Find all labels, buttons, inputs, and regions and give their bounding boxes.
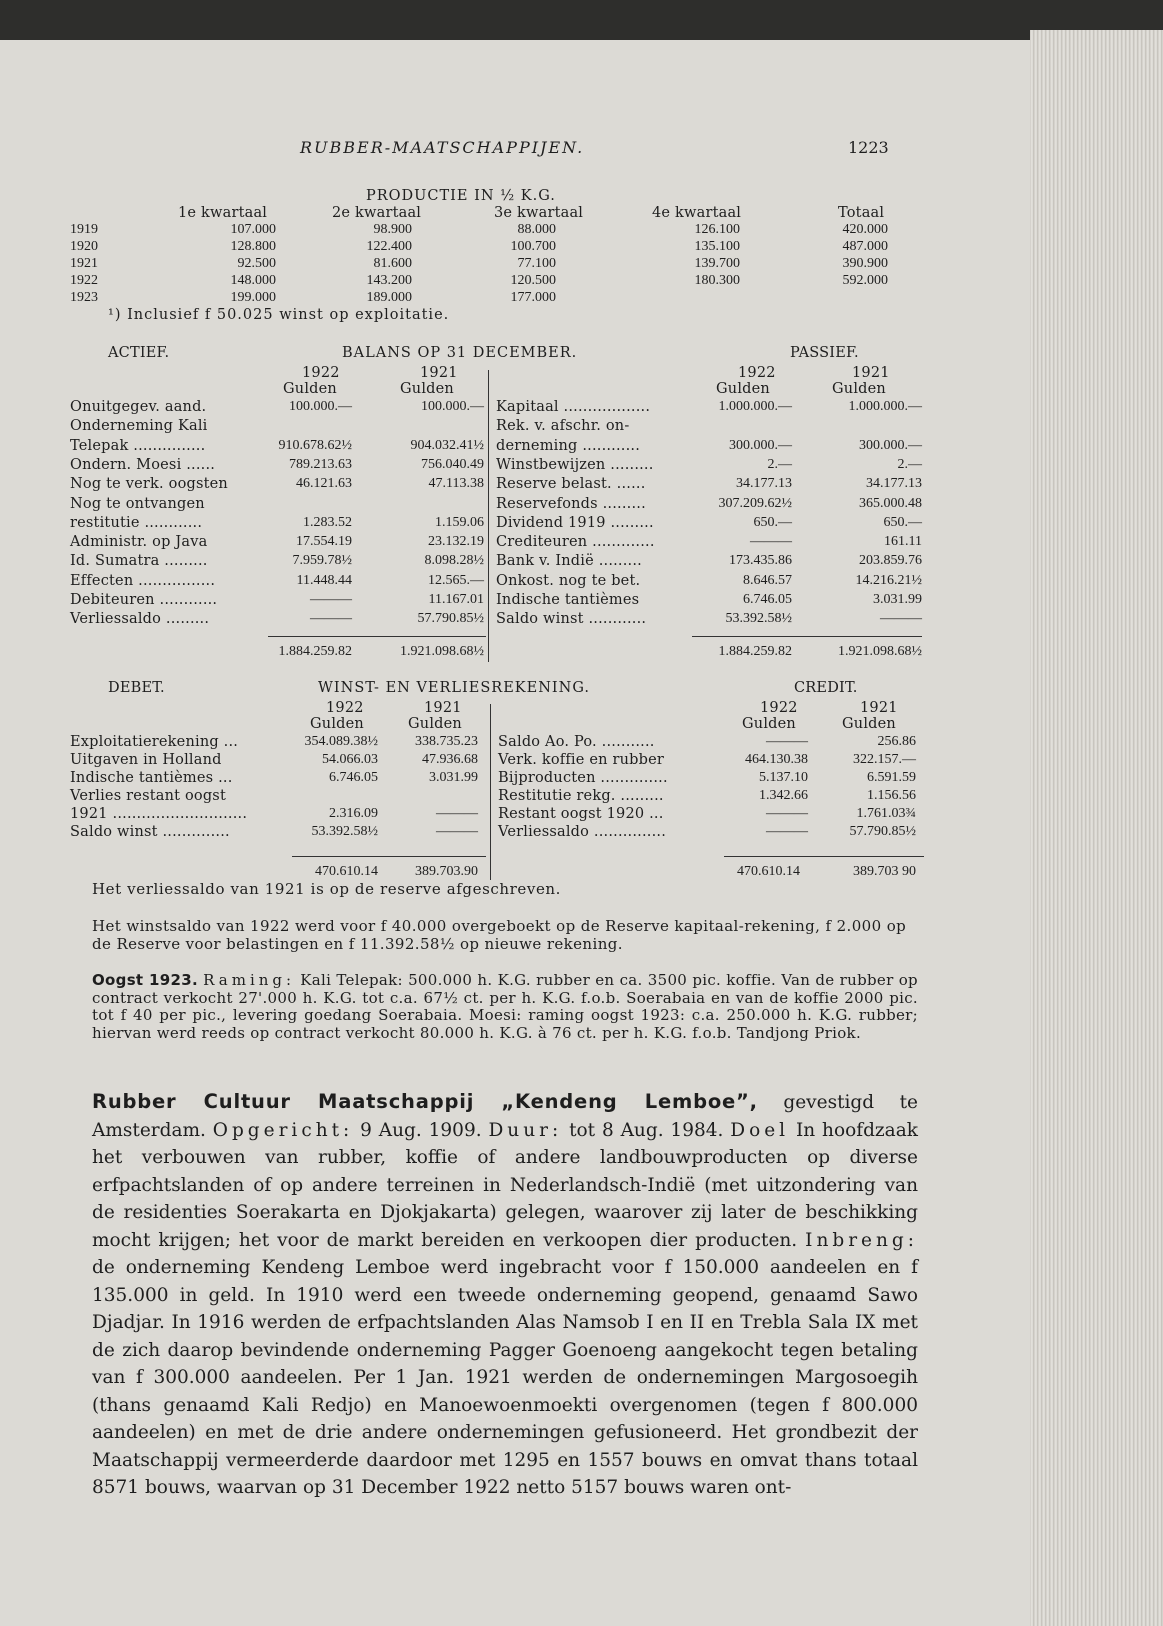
production-cell: 92.500 (237, 256, 276, 271)
balance-right-row-value-b: 161.11 (884, 534, 922, 550)
balance-right-row-value-a: 53.392.58½ (725, 611, 792, 627)
production-cell: 177.000 (510, 290, 556, 305)
balance-total-right-b: 1.921.098.68½ (838, 644, 922, 659)
pl-note: Het verliessaldo van 1921 is op de reserve afgeschreven. (92, 880, 562, 898)
pl-left-row-label: Uitgaven in Holland (70, 752, 222, 768)
production-year: 1920 (70, 239, 98, 254)
balance-right-row-label: Dividend 1919 ......... (496, 514, 654, 531)
pl-left-row-value-a: 53.392.58½ (311, 824, 378, 839)
unit-header: Gulden (408, 716, 462, 732)
inbreng-text: de onderneming Kendeng Lemboe werd ingebracht voor f 150.000 aandeelen en f 135.000 in geld. In 1910 werd een tweede onderneming geopend, genaamd Sawo Djadjar. In 1916 werden de erfpachtslanden Alas Namsob I en II en Trebla Sala IX met de zich daarop bevindende onderneming Pagger Goenoeng aangekocht tegen betaling van f 300.000 aandeelen. Per 1 Jan. 1921 werden de ondernemingen Margosoegih (thans genaamd Kali Redjo) en Manoewoenmoekti overgenomen (tegen f 800.000 aandeelen) en met de drie andere ondernemingen gefusioneerd. Het grondbezit der Maatschappij vermeerderde daardoor met 1295 en 1557 bouws en omvat thans totaal 8571 bouws, waarvan op 31 December 1922 netto 5157 bouws waren ont- (92, 1257, 918, 1498)
year-header: 1921 (424, 700, 462, 716)
balance-left-row-value-b: 904.032.41½ (410, 437, 484, 453)
balance-right-row-label: Reservefonds ......... (496, 495, 646, 512)
pl-left-row-label: 1921 ............................ (70, 806, 248, 822)
running-header: RUBBER-MAATSCHAPPIJEN. (300, 138, 585, 157)
balance-left-row-value-b: 57.790.85½ (417, 611, 484, 627)
year-header: 1922 (760, 700, 798, 716)
production-year: 1921 (70, 256, 98, 271)
pl-left-row-value-a: 54.066.03 (322, 752, 378, 767)
pl-total-right-b: 389.703 90 (853, 864, 916, 879)
pl-left-row-value-a: 354.089.38½ (304, 734, 378, 749)
pl-left-row-value-b: 3.031.99 (429, 770, 478, 785)
balance-left-row-value-a: 46.121.63 (296, 476, 352, 492)
balance-title: BALANS OP 31 DECEMBER. (342, 345, 578, 361)
col-header: 3e kwartaal (494, 205, 584, 221)
balance-right-row-value-a: ——— (750, 534, 792, 550)
year-header: 1922 (738, 365, 776, 381)
winst-paragraph: Het winstsaldo van 1922 werd voor f 40.000 overgeboekt op de Reserve kapitaal-rekening, f 2.000 op de Reserve voor belastingen en f 11.392.58½ op nieuwe rekening. (92, 917, 907, 953)
year-header: 1922 (326, 700, 364, 716)
pl-left-row-label: Saldo winst .............. (70, 824, 230, 840)
balance-left-row-value-a: 789.213.63 (289, 456, 352, 472)
pl-right-row-label: Saldo Ao. Po. ........... (498, 734, 655, 750)
balance-right-row-value-a: 2.— (767, 456, 792, 472)
production-cell: 100.700 (510, 239, 556, 254)
year-header: 1921 (852, 365, 890, 381)
production-cell: 126.100 (694, 222, 740, 237)
inbreng-label: Inbreng: (805, 1229, 918, 1251)
pl-divider (490, 704, 491, 880)
page-number: 1223 (848, 138, 889, 157)
balance-right-row-value-a: 8.646.57 (743, 572, 792, 588)
production-cell: 487.000 (842, 239, 888, 254)
production-cell: 81.600 (373, 256, 412, 271)
balance-right-heading: PASSIEF. (790, 345, 859, 361)
balance-right-row-label: Crediteuren ............. (496, 534, 655, 551)
pl-left-row-label: Exploitatierekening ... (70, 734, 239, 750)
pl-right-row-value-a: ——— (766, 806, 808, 821)
balance-left-row-value-b: 12.565.— (428, 572, 484, 588)
balance-left-row-label: Verliessaldo ......... (70, 611, 210, 628)
production-cell: 98.900 (373, 222, 412, 237)
production-cell: 128.800 (230, 239, 276, 254)
balance-left-row-value-a: 11.448.44 (296, 572, 352, 588)
production-cell: 143.200 (366, 273, 412, 288)
balance-left-row-value-b: 8.098.28½ (424, 553, 484, 569)
pl-total-left-b: 389.703.90 (415, 864, 478, 879)
balance-left-row-label: Nog te ontvangen (70, 495, 205, 512)
balance-right-row-value-b: 650.— (883, 514, 922, 530)
pl-left-row-value-b: ——— (436, 824, 478, 839)
pl-left-row-label: Verlies restant oogst (70, 788, 226, 804)
balance-left-heading: ACTIEF. (108, 345, 170, 361)
balance-right-row-label: Onkost. nog te bet. (496, 572, 641, 589)
balance-left-row-value-b: 11.167.01 (428, 592, 484, 607)
year-header: 1921 (420, 365, 458, 381)
balance-right-row-label: Bank v. Indië ......... (496, 553, 642, 570)
pl-left-row-value-b: 47.936.68 (422, 752, 478, 767)
opgericht-value: 9 Aug. 1909. (360, 1119, 482, 1141)
company-name: Rubber Cultuur Maatschappij „Kendeng Lemboe”, (92, 1090, 758, 1113)
balance-left-row-label: Ondern. Moesi ...... (70, 456, 216, 473)
pl-total-left-a: 470.610.14 (315, 864, 378, 879)
balance-divider (488, 370, 489, 662)
raming-label: Raming: (203, 971, 296, 989)
col-header: Totaal (838, 205, 885, 221)
pl-right-row-value-b: 1.156.56 (867, 788, 916, 803)
balance-right-row-value-b: 365.000.48 (859, 495, 922, 511)
production-cell: 390.900 (842, 256, 888, 271)
balance-left-row-value-a: 910.678.62½ (278, 437, 352, 453)
balance-right-row-value-a: 173.435.86 (729, 553, 792, 569)
doel-label: Doel (730, 1119, 790, 1141)
pl-right-row-value-b: 6.591.59 (867, 770, 916, 785)
balance-right-row-value-b: 2.— (897, 456, 922, 472)
balance-right-row-label: Reserve belast. ...... (496, 476, 646, 493)
year-header: 1921 (860, 700, 898, 716)
production-cell: 120.500 (510, 273, 556, 288)
pl-right-row-label: Verliessaldo ............... (498, 824, 667, 840)
balance-left-row-label: Nog te verk. oogsten (70, 476, 228, 493)
balance-left-row-label: Id. Sumatra ......... (70, 553, 208, 570)
unit-header: Gulden (310, 716, 364, 732)
unit-header: Gulden (832, 381, 886, 397)
pl-right-row-value-b: 1.761.03¾ (856, 806, 916, 821)
balance-total-left-a: 1.884.259.82 (278, 644, 352, 659)
production-title: PRODUCTIE IN ½ K.G. (366, 188, 556, 204)
balance-right-row-value-b: 1.000.000.— (848, 399, 922, 414)
balance-right-row-value-b: ——— (880, 611, 922, 627)
production-cell: 139.700 (694, 256, 740, 271)
production-cell: 189.000 (366, 290, 412, 305)
balance-right-row-value-a: 34.177.13 (736, 476, 792, 492)
balance-left-row-value-a: 17.554.19 (296, 534, 352, 550)
balance-right-row-value-b: 203.859.76 (859, 553, 922, 569)
unit-header: Gulden (842, 716, 896, 732)
balance-right-row-value-a: 1.000.000.— (718, 399, 792, 414)
balance-left-row-value-b: 1.159.06 (435, 514, 484, 530)
balance-right-row-label: derneming ............ (496, 437, 641, 454)
pl-right-row-value-b: 256.86 (877, 734, 916, 749)
duur-label: Duur: (488, 1119, 563, 1141)
total-rule (268, 636, 486, 637)
pl-left-row-value-b: ——— (436, 806, 478, 821)
production-cell: 199.000 (230, 290, 276, 305)
balance-left-row-label: Telepak ............... (70, 437, 206, 454)
production-cell: 180.300 (694, 273, 740, 288)
balance-left-row-value-a: 7.959.78½ (292, 553, 352, 569)
balance-left-row-value-b: 23.132.19 (428, 534, 484, 550)
production-year: 1923 (70, 290, 98, 305)
production-footnote: ¹) Inclusief f 50.025 winst op exploitatie. (108, 307, 450, 323)
unit-header: Gulden (716, 381, 770, 397)
balance-left-row-label: Onuitgegev. aand. (70, 399, 207, 415)
oogst-paragraph (92, 972, 918, 1042)
pl-right-row-value-a: 5.137.10 (759, 770, 808, 785)
balance-right-row-label: Indische tantièmes (496, 592, 640, 608)
production-cell: 592.000 (842, 273, 888, 288)
pl-right-row-value-a: ——— (766, 734, 808, 749)
col-header: 2e kwartaal (332, 205, 422, 221)
balance-right-row-value-b: 34.177.13 (866, 476, 922, 492)
balance-left-row-value-a: ——— (310, 592, 352, 607)
pl-title: WINST- EN VERLIESREKENING. (318, 680, 590, 696)
unit-header: Gulden (400, 381, 454, 397)
pl-left-row-value-a: 6.746.05 (329, 770, 378, 785)
production-year: 1922 (70, 273, 98, 288)
col-header: 4e kwartaal (652, 205, 742, 221)
balance-left-row-value-a: ——— (310, 611, 352, 627)
balance-right-row-label: Rek. v. afschr. on- (496, 418, 630, 435)
balance-right-row-value-a: 307.209.62½ (718, 495, 792, 511)
balance-right-row-label: Saldo winst ............ (496, 611, 647, 628)
balance-left-row-value-a: 1.283.52 (303, 514, 352, 530)
oogst-text: Kali Telepak: 500.000 h. K.G. rubber en ca. 3500 pic. koffie. Van de rubber op contract verkocht 27'.000 h. K.G. tot c.a. 67½ ct. per h. K.G. f.o.b. Soerabaia en van de koffie 2000 pic. tot f 40 per pic., levering goedang Soerabaia. Moesi: raming oogst 1923: c.a. 250.000 h. K.G. rubber; hiervan werd reeds op contract verkocht 80.000 h. K.G. à 76 ct. per h. K.G. f.o.b. Tandjong Priok. (92, 971, 918, 1042)
duur-value: tot 8 Aug. 1984. (569, 1119, 724, 1141)
total-rule (292, 856, 486, 857)
pl-right-row-value-b: 322.157.— (853, 752, 916, 767)
production-cell: 122.400 (366, 239, 412, 254)
company-entry (92, 1088, 918, 1502)
balance-right-row-value-a: 6.746.05 (743, 592, 792, 607)
balance-left-row-value-b: 756.040.49 (421, 456, 484, 472)
balance-left-row-label: Onderneming Kali (70, 418, 208, 435)
pl-right-row-value-a: ——— (766, 824, 808, 839)
balance-total-right-a: 1.884.259.82 (718, 644, 792, 659)
balance-right-row-label: Winstbewijzen ......... (496, 456, 654, 473)
pl-right-row-value-a: 464.130.38 (745, 752, 808, 767)
total-rule (692, 636, 922, 637)
production-cell: 148.000 (230, 273, 276, 288)
pl-total-right-a: 470.610.14 (737, 864, 800, 879)
pl-right-heading: CREDIT. (794, 680, 858, 696)
production-cell: 135.100 (694, 239, 740, 254)
production-cell: 420.000 (842, 222, 888, 237)
balance-left-row-label: Debiteuren ............ (70, 592, 218, 608)
opgericht-label: Opgericht: (212, 1119, 354, 1141)
balance-left-row-label: restitutie ............ (70, 514, 203, 531)
balance-right-row-value-b: 3.031.99 (873, 592, 922, 607)
production-cell: 107.000 (230, 222, 276, 237)
pl-right-row-label: Bijproducten .............. (498, 770, 668, 786)
production-cell: 88.000 (517, 222, 556, 237)
production-cell: 77.100 (517, 256, 556, 271)
balance-right-row-value-b: 14.216.21½ (855, 572, 922, 588)
production-year: 1919 (70, 222, 98, 237)
year-header: 1922 (302, 365, 340, 381)
balance-left-row-label: Administr. op Java (70, 534, 208, 551)
balance-right-row-label: Kapitaal .................. (496, 399, 651, 415)
balance-right-row-value-a: 650.— (753, 514, 792, 530)
oogst-label: Oogst 1923. (92, 971, 198, 989)
book-page-edges (1030, 30, 1163, 1626)
balance-right-row-value-a: 300.000.— (729, 437, 792, 453)
balance-left-row-value-a: 100.000.— (289, 399, 352, 414)
pl-right-row-value-b: 57.790.85½ (849, 824, 916, 839)
pl-left-row-label: Indische tantièmes ... (70, 770, 233, 786)
unit-header: Gulden (742, 716, 796, 732)
unit-header: Gulden (283, 381, 337, 397)
balance-total-left-b: 1.921.098.68½ (400, 644, 484, 659)
col-header: 1e kwartaal (178, 205, 268, 221)
pl-right-row-label: Verk. koffie en rubber (498, 752, 665, 768)
pl-right-row-label: Restitutie rekg. ......... (498, 788, 664, 804)
pl-left-row-value-b: 338.735.23 (415, 734, 478, 749)
pl-right-row-label: Restant oogst 1920 ... (498, 806, 664, 822)
pl-left-heading: DEBET. (108, 680, 165, 696)
doel-text: In hoofdzaak het verbouwen van rubber, koffie of andere landbouwproducten op diverse erfpachtslanden of op andere terreinen in Nederlandsch-Indië (met uitzondering van de residenties Soerakarta en Djokjakarta) gelegen, waarover zij later de beschikking mocht krijgen; het voor de markt bereiden en verkoopen dier producten. (92, 1119, 918, 1251)
company-intro: gevestigd te Amsterdam. (92, 1092, 918, 1141)
balance-left-row-label: Effecten ................ (70, 572, 216, 589)
balance-left-row-value-b: 47.113.38 (428, 476, 484, 492)
pl-left-row-value-a: 2.316.09 (329, 806, 378, 821)
balance-left-row-value-b: 100.000.— (421, 399, 484, 414)
total-rule (724, 856, 924, 857)
pl-right-row-value-a: 1.342.66 (759, 788, 808, 803)
balance-right-row-value-b: 300.000.— (859, 437, 922, 453)
